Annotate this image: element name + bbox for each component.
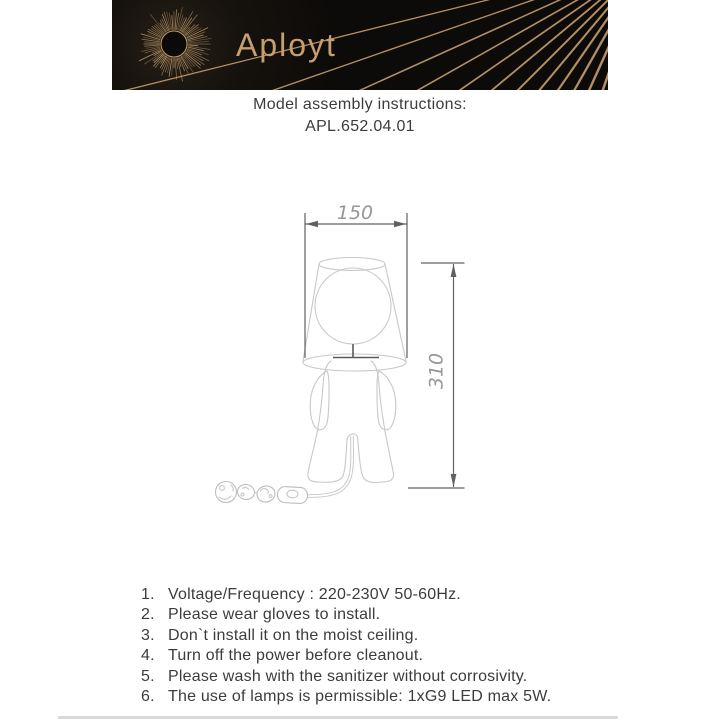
lamp-diagram [195,195,485,515]
inline-switch-icon [277,486,308,504]
height-dimension-label: 310 [425,352,448,390]
right-arm-outline [377,371,396,430]
intro-block [0,94,720,137]
item-number: 2. [141,606,155,624]
item-text: Please wash with the sanitizer without corrosivity. [168,667,528,685]
instruction-item [141,605,611,625]
item-text: Voltage/Frequency : 220-230V 50-60Hz. [168,586,461,603]
item-number: 3. [141,626,155,644]
brand-wordmark: Aployt [236,26,337,63]
lamp-figure-sketch [216,258,407,504]
item-number: 1. [141,586,155,603]
corner-rays-icon [112,0,608,90]
adapter-icon [236,483,255,501]
footer-strip [58,716,618,720]
instruction-item [141,585,611,605]
item-text: Please wear gloves to install. [168,606,381,624]
shade-bottom [303,354,406,371]
width-dimension [305,202,407,358]
instruction-item [141,646,611,666]
page-title: Model assembly instructions: [253,96,467,113]
item-text: The use of lamps is permissible: 1xG9 LED max 5W. [168,688,552,706]
height-dimension [408,263,465,488]
width-dimension-label: 150 [336,202,374,224]
item-number: 5. [141,667,155,685]
model-number: APL.652.04.01 [305,117,415,135]
item-text: Don`t install it on the moist ceiling. [168,626,419,644]
instruction-item [141,626,611,646]
instruction-item [141,667,611,687]
item-text: Turn off the power before cleanout. [168,647,424,665]
instruction-item [141,687,611,707]
plug-icon [216,482,240,503]
shade-right-side [385,264,406,361]
item-number: 6. [141,688,155,706]
connector-icon [256,484,277,503]
globe-outline [315,268,391,344]
brand-banner [112,0,608,90]
item-number: 4. [141,647,155,665]
instruction-list [141,585,611,707]
